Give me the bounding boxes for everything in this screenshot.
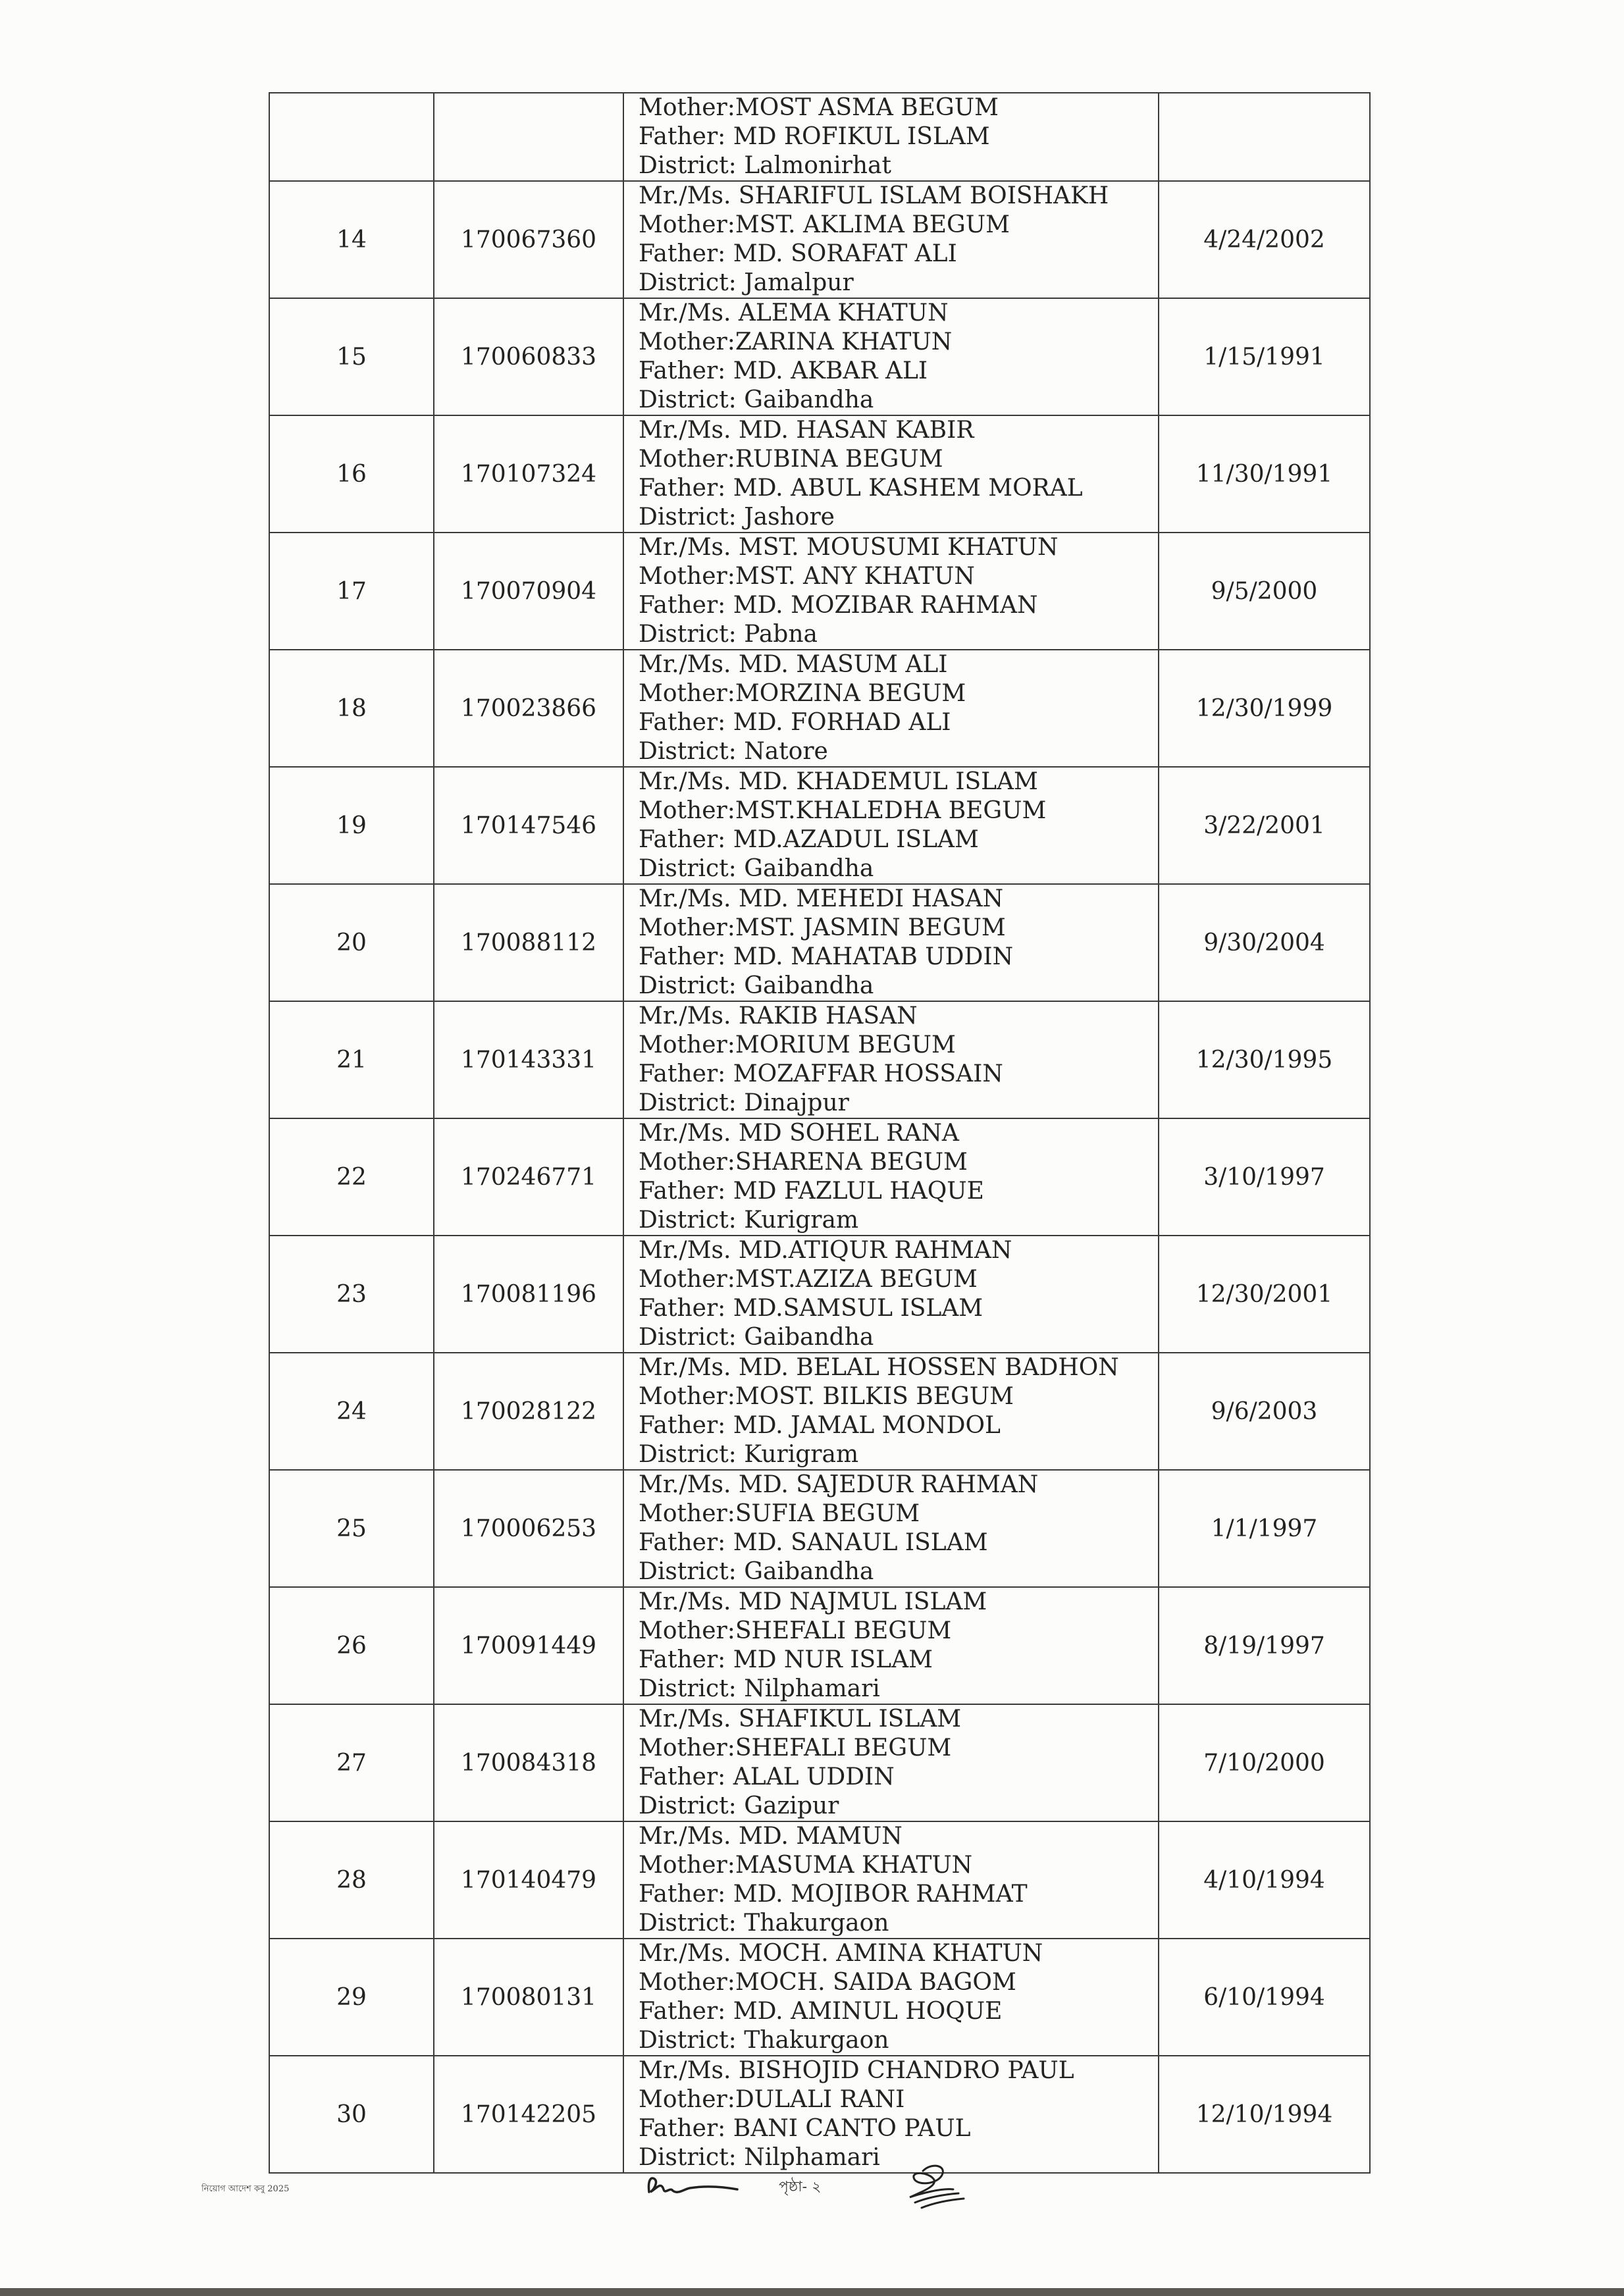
details-cell [623,1939,1159,2056]
table-row [269,884,1370,1001]
roll-cell: 170080131 [434,1939,623,2056]
serial-cell: 18 [269,650,434,767]
details-line: Father: MD. AKBAR ALI [639,357,928,384]
details-cell [623,1236,1159,1353]
details-line: Mother:RUBINA BEGUM [639,446,943,473]
birth-date-cell: 7/10/2000 [1159,1704,1370,1821]
details-line: Father: MD ROFIKUL ISLAM [639,123,990,150]
roll-cell: 170246771 [434,1118,623,1236]
table-row [269,1001,1370,1118]
details-line: District: Dinajpur [639,1089,849,1116]
details-cell [623,884,1159,1001]
details-line: District: Kurigram [639,1207,859,1234]
serial-cell: 15 [269,298,434,415]
birth-date-cell: 4/10/1994 [1159,1821,1370,1939]
details-line: Mr./Ms. MD. MAMUN [639,1823,903,1850]
details-line: Father: MD. JAMAL MONDOL [639,1412,1001,1439]
roll-cell: 170084318 [434,1704,623,1821]
signature-mark-left [644,2172,743,2205]
details-line: Mother:MASUMA KHATUN [639,1852,973,1879]
candidate-table-body [269,93,1370,2173]
roll-cell: 170070904 [434,533,623,650]
roll-cell: 170060833 [434,298,623,415]
details-line: Father: MOZAFFAR HOSSAIN [639,1060,1003,1087]
details-line: District: Gaibandha [639,1558,874,1585]
roll-cell [434,93,623,181]
table-row [269,298,1370,415]
details-line: Mr./Ms. MOCH. AMINA KHATUN [639,1940,1043,1967]
details-line: Mother:MST. JASMIN BEGUM [639,914,1006,941]
details-cell [623,181,1159,298]
details-line: Mr./Ms. MD SOHEL RANA [639,1120,959,1147]
table-row [269,2056,1370,2173]
table-row [269,1353,1370,1470]
table-row [269,1236,1370,1353]
details-cell [623,1587,1159,1704]
details-line: District: Thakurgaon [639,1910,889,1937]
details-line: Mother:DULALI RANI [639,2086,905,2113]
details-line: Mother:SHEFALI BEGUM [639,1735,952,1761]
details-line: District: Jamalpur [639,269,854,296]
details-line: District: Gaibandha [639,855,874,882]
details-line: Mother:MOCH. SAIDA BAGOM [639,1969,1016,1996]
birth-date-cell: 4/24/2002 [1159,181,1370,298]
birth-date-cell: 12/30/1995 [1159,1001,1370,1118]
details-cell [623,298,1159,415]
details-line: Mr./Ms. MD. KHADEMUL ISLAM [639,768,1038,795]
page-number: পৃষ্ঠা- ২ [779,2179,822,2195]
birth-date-cell: 1/15/1991 [1159,298,1370,415]
birth-date-cell [1159,93,1370,181]
details-line: Mr./Ms. MD. MEHEDI HASAN [639,885,1004,912]
details-line: District: Kurigram [639,1441,859,1468]
details-line: District: Nilphamari [639,1675,880,1702]
details-line: District: Thakurgaon [639,2027,889,2054]
signature-mark-right [895,2159,974,2218]
details-cell [623,415,1159,533]
details-line: Father: MD FAZLUL HAQUE [639,1178,984,1205]
details-line: Mother:ZARINA KHATUN [639,328,953,355]
roll-cell: 170088112 [434,884,623,1001]
details-line: Father: BANI CANTO PAUL [639,2115,971,2142]
table-row [269,1821,1370,1939]
details-line: Mr./Ms. MD NAJMUL ISLAM [639,1588,987,1615]
table-row [269,415,1370,533]
details-line: District: Nilphamari [639,2144,880,2171]
details-line: Father: MD.AZADUL ISLAM [639,826,979,853]
table-row [269,650,1370,767]
details-cell [623,1001,1159,1118]
roll-cell: 170140479 [434,1821,623,1939]
details-line: District: Natore [639,738,828,765]
details-line: Father: ALAL UDDIN [639,1763,895,1790]
roll-cell: 170006253 [434,1470,623,1587]
serial-cell: 21 [269,1001,434,1118]
details-line: Father: MD. MAHATAB UDDIN [639,943,1014,970]
serial-cell [269,93,434,181]
serial-cell: 20 [269,884,434,1001]
roll-cell: 170147546 [434,767,623,884]
details-line: Mr./Ms. MD. SAJEDUR RAHMAN [639,1471,1039,1498]
serial-cell: 17 [269,533,434,650]
birth-date-cell: 6/10/1994 [1159,1939,1370,2056]
details-line: Mr./Ms. SHAFIKUL ISLAM [639,1706,962,1733]
details-line: Mother:MOST. BILKIS BEGUM [639,1383,1014,1410]
details-line: Father: MD. AMINUL HOQUE [639,1998,1003,2025]
details-line: Mother:MST.KHALEDHA BEGUM [639,797,1047,824]
details-line: Mr./Ms. MD. BELAL HOSSEN BADHON [639,1354,1119,1381]
candidate-table [269,92,1371,2174]
table-row [269,1704,1370,1821]
details-line: Mother:MST. AKLIMA BEGUM [639,211,1010,238]
details-line: Mr./Ms. MD.ATIQUR RAHMAN [639,1237,1012,1264]
serial-cell: 22 [269,1118,434,1236]
birth-date-cell: 12/30/2001 [1159,1236,1370,1353]
details-cell [623,650,1159,767]
details-line: District: Gaibandha [639,1324,874,1351]
birth-date-cell: 3/10/1997 [1159,1118,1370,1236]
birth-date-cell: 12/10/1994 [1159,2056,1370,2173]
details-line: Father: MD. ABUL KASHEM MORAL [639,475,1083,502]
birth-date-cell: 11/30/1991 [1159,415,1370,533]
details-cell [623,93,1159,181]
birth-date-cell: 1/1/1997 [1159,1470,1370,1587]
details-line: Mother:MST. ANY KHATUN [639,563,975,590]
serial-cell: 30 [269,2056,434,2173]
details-line: Mr./Ms. ALEMA KHATUN [639,300,949,326]
details-cell [623,2056,1159,2173]
details-line: Mother:SHEFALI BEGUM [639,1617,952,1644]
details-line: District: Gaibandha [639,972,874,999]
roster-sheet [269,92,1369,2174]
details-line: Mother:MST.AZIZA BEGUM [639,1266,978,1293]
details-line: Mother:MOST ASMA BEGUM [639,94,999,121]
roll-cell: 170091449 [434,1587,623,1704]
details-line: Mr./Ms. BISHOJID CHANDRO PAUL [639,2057,1074,2084]
details-cell [623,533,1159,650]
details-line: Mother:SUFIA BEGUM [639,1500,920,1527]
details-line: District: Pabna [639,621,818,648]
details-line: Mother:SHARENA BEGUM [639,1149,968,1176]
details-line: Father: MD.SAMSUL ISLAM [639,1295,983,1322]
serial-cell: 28 [269,1821,434,1939]
details-line: Mr./Ms. MST. MOUSUMI KHATUN [639,534,1059,561]
roll-cell: 170067360 [434,181,623,298]
birth-date-cell: 9/6/2003 [1159,1353,1370,1470]
details-line: District: Lalmonirhat [639,152,891,179]
table-row [269,767,1370,884]
table-row [269,1587,1370,1704]
details-cell [623,767,1159,884]
table-row [269,93,1370,181]
serial-cell: 14 [269,181,434,298]
table-row [269,1118,1370,1236]
details-line: Father: MD NUR ISLAM [639,1646,933,1673]
footer-note: নিয়োগ আদেশ কবু 2025 [201,2184,290,2194]
details-line: Mother:MORIUM BEGUM [639,1031,956,1058]
birth-date-cell: 3/22/2001 [1159,767,1370,884]
serial-cell: 23 [269,1236,434,1353]
serial-cell: 29 [269,1939,434,2056]
roll-cell: 170081196 [434,1236,623,1353]
details-line: District: Gaibandha [639,386,874,413]
details-line: Mr./Ms. RAKIB HASAN [639,1003,918,1030]
details-line: District: Jashore [639,504,835,531]
serial-cell: 19 [269,767,434,884]
birth-date-cell: 9/30/2004 [1159,884,1370,1001]
table-row [269,1939,1370,2056]
table-row [269,1470,1370,1587]
birth-date-cell: 8/19/1997 [1159,1587,1370,1704]
details-line: Father: MD. FORHAD ALI [639,709,951,736]
serial-cell: 25 [269,1470,434,1587]
roll-cell: 170142205 [434,2056,623,2173]
details-line: Father: MD. SORAFAT ALI [639,240,957,267]
birth-date-cell: 12/30/1999 [1159,650,1370,767]
table-row [269,533,1370,650]
serial-cell: 24 [269,1353,434,1470]
scan-edge-band [0,2288,1624,2296]
details-cell [623,1704,1159,1821]
details-line: Father: MD. SANAUL ISLAM [639,1529,988,1556]
birth-date-cell: 9/5/2000 [1159,533,1370,650]
details-cell [623,1353,1159,1470]
details-cell [623,1821,1159,1939]
roll-cell: 170143331 [434,1001,623,1118]
details-line: Mr./Ms. MD. MASUM ALI [639,651,948,678]
details-line: Father: MD. MOJIBOR RAHMAT [639,1881,1028,1908]
details-line: District: Gazipur [639,1792,839,1819]
details-line: Father: MD. MOZIBAR RAHMAN [639,592,1038,619]
details-cell [623,1118,1159,1236]
details-cell [623,1470,1159,1587]
details-line: Mr./Ms. SHARIFUL ISLAM BOISHAKH [639,182,1109,209]
details-line: Mother:MORZINA BEGUM [639,680,966,707]
serial-cell: 27 [269,1704,434,1821]
serial-cell: 26 [269,1587,434,1704]
roll-cell: 170028122 [434,1353,623,1470]
serial-cell: 16 [269,415,434,533]
roll-cell: 170107324 [434,415,623,533]
details-line: Mr./Ms. MD. HASAN KABIR [639,417,974,444]
table-row [269,181,1370,298]
roll-cell: 170023866 [434,650,623,767]
